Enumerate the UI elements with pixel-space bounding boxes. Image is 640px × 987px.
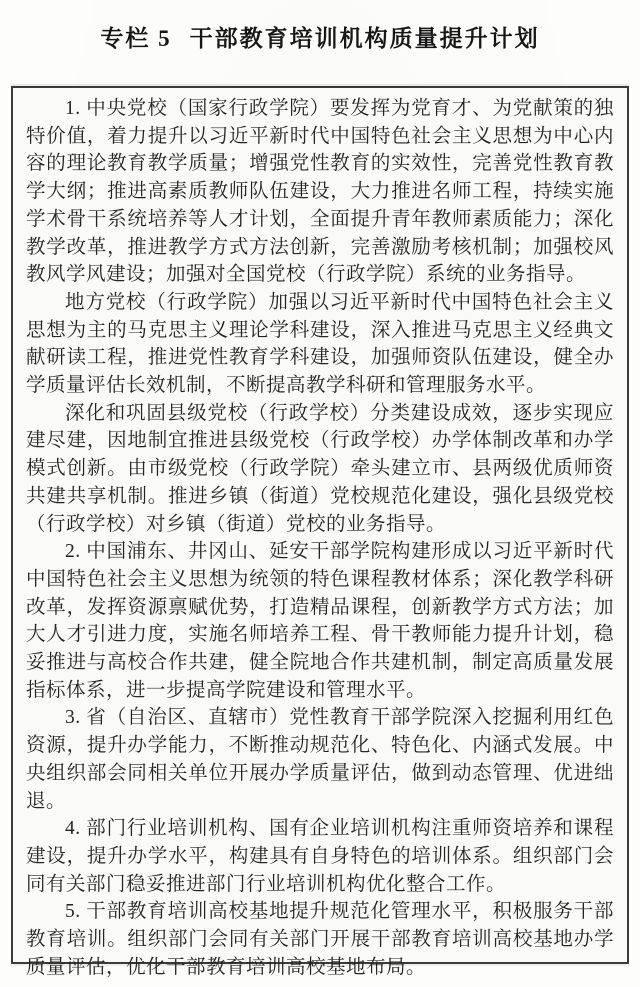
paragraph-university-training-bases: 5. 干部教育培训高校基地提升规范化管理水平，积极服务干部教育培训。组织部门会同有关部门开展干部教育培训高校基地办学质量评估，优化干部教育培训高校基地布局。: [26, 901, 614, 978]
bordered-text-box: [11, 86, 629, 978]
paragraph-provincial-institutes: 3. 省（自治区、直辖市）党性教育干部学院深入挖掘利用红色资源，提升办学能力，不断推动规范化、特色化、内涵式发展。中央组织部会同相关单位开展办学质量评估，做到动态管理、优进绌退。: [26, 707, 614, 812]
paragraph-industry-training-institutions: 4. 部门行业培训机构、国有企业培训机构注重师资培养和课程建设，提升办学水平，构建具有自身特色的培训体系。组织部门会同有关部门稳妥推进部门行业培训机构优化整合工作。: [26, 818, 614, 895]
page-title-text: 干部教育培训机构质量提升计划: [189, 26, 540, 51]
paragraph-county-party-schools: 深化和巩固县级党校（行政学校）分类建设成效，逐步实现应建尽建，因地制宜推进县级党校（行政学校）办学体制改革和办学模式创新。由市级党校（行政学院）牵头建立市、县两级优质师资共建共享机制。推进乡镇（街道）党校规范化建设，强化县级党校（行政学校）对乡镇（街道）党校的业务指导。: [26, 402, 614, 535]
paragraph-central-party-school: 1. 中央党校（国家行政学院）要发挥为党育才、为党献策的独特价值，着力提升以习近平新时代中国特色社会主义思想为中心内容的理论教育教学质量；增强党性教育的实效性，完善党性教育教学大纲；推进高素质教师队伍建设，大力推进名师工程，持续实施学术骨干系统培养等人才计划，全面提升青年教师素质能力；深化教学改革，推进教学方式方法创新，完善激励考核机制；加强校风教风学风建设；加强对全国党校（行政学院）系统的业务指导。: [26, 98, 614, 286]
page-title-column-number: 专栏 5: [100, 26, 172, 51]
page-title: [0, 0, 640, 64]
paragraph-local-party-schools: 地方党校（行政学院）加强以习近平新时代中国特色社会主义思想为主的马克思主义理论学科建设，深入推进马克思主义经典文献研读工程，推进党性教育学科建设，加强师资队伍建设，健全办学质量评估长效机制，不断提高教学科研和管理服务水平。: [26, 291, 614, 397]
paragraph-cadre-academies: 2. 中国浦东、井冈山、延安干部学院构建形成以习近平新时代中国特色社会主义思想为统领的特色课程教材体系；深化教学科研改革，发挥资源禀赋优势，打造精品课程，创新教学方式方法；加大人才引进力度，实施名师培养工程、骨干教师能力提升计划，稳妥推进与高校合作共建，健全院地合作共建机制，制定高质量发展指标体系，进一步提高学院建设和管理水平。: [26, 541, 614, 701]
